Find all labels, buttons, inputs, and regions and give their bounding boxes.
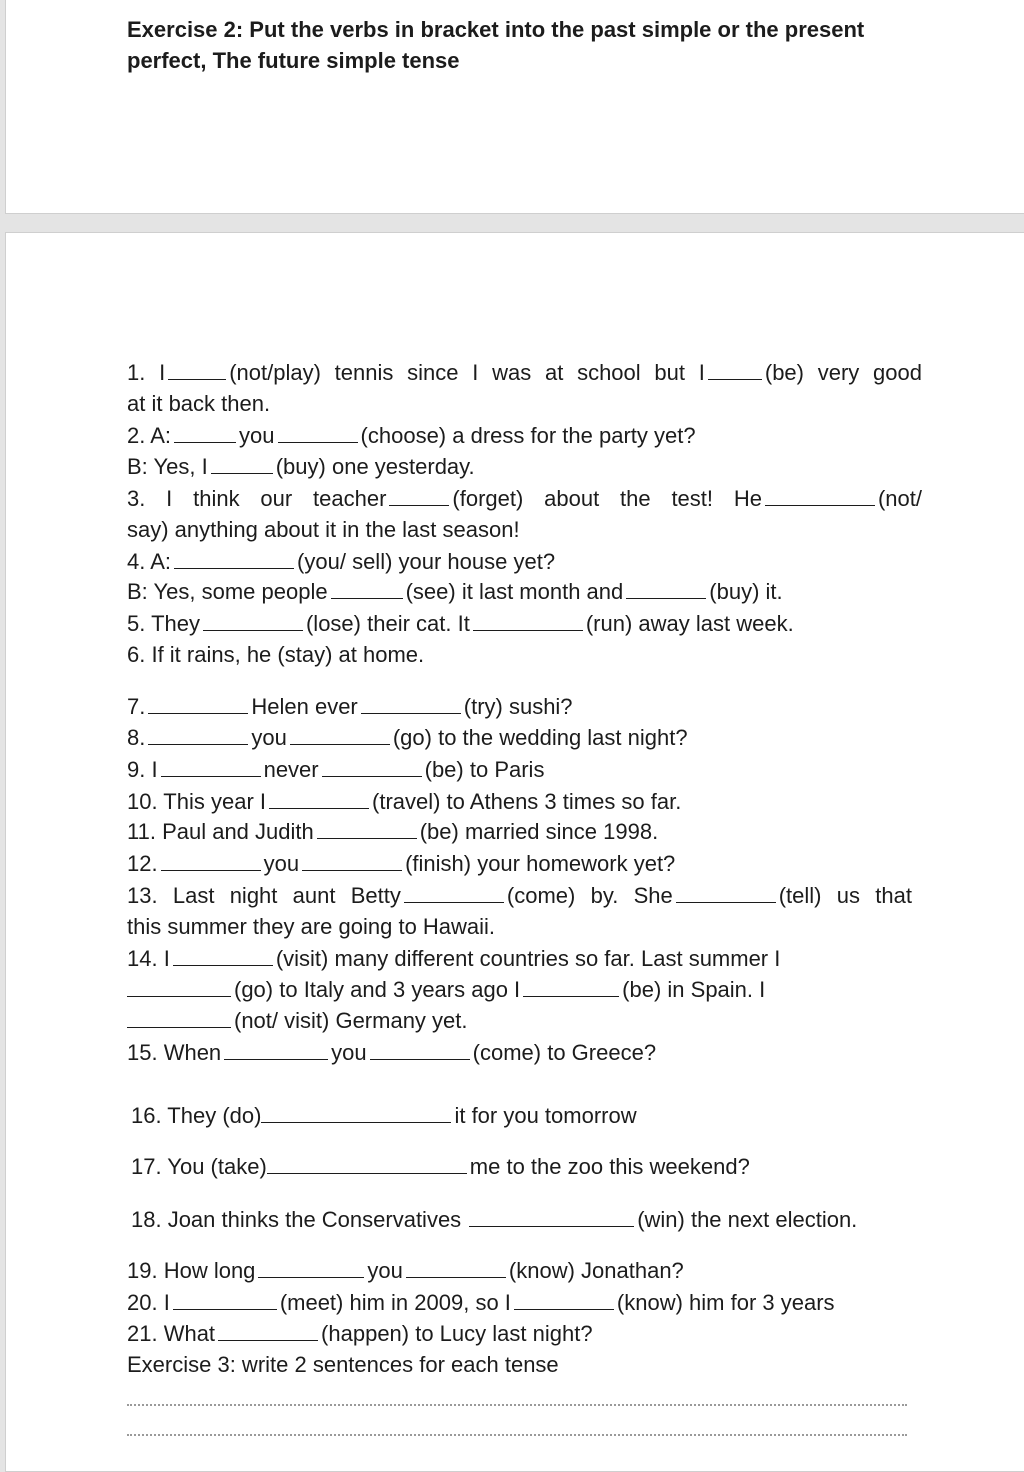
answer-blank[interactable] <box>218 1321 318 1341</box>
writing-line[interactable] <box>127 1434 907 1436</box>
answer-blank[interactable] <box>469 1207 634 1227</box>
answer-blank[interactable] <box>322 757 422 777</box>
item-4-response: B: Yes, some people (see) it last month and (buy) it. <box>127 579 783 604</box>
answer-blank[interactable] <box>278 423 358 443</box>
item-14: 14. I (visit) many different countries so far. Last summer I <box>127 946 781 971</box>
answer-blank[interactable] <box>224 1040 328 1060</box>
answer-blank[interactable] <box>203 611 303 631</box>
item-4: 4. A: (you/ sell) your house yet? <box>127 549 556 574</box>
answer-blank[interactable] <box>361 694 461 714</box>
answer-blank[interactable] <box>290 725 390 745</box>
item-10: 10. This year I (travel) to Athens 3 times so far. <box>127 789 682 814</box>
item-19: 19. How long you (know) Jonathan? <box>127 1258 684 1283</box>
item-5: 5. They (lose) their cat. It (run) away last week. <box>127 611 794 636</box>
answer-blank[interactable] <box>302 851 402 871</box>
answer-blank[interactable] <box>317 819 417 839</box>
answer-blank[interactable] <box>676 883 776 903</box>
item-11: 11. Paul and Judith (be) married since 1998. <box>127 819 659 844</box>
answer-blank[interactable] <box>267 1154 467 1174</box>
item-9: 9. I never (be) to Paris <box>127 757 545 782</box>
answer-blank[interactable] <box>258 1258 364 1278</box>
item-2-response: B: Yes, I (buy) one yesterday. <box>127 454 475 479</box>
answer-blank[interactable] <box>261 1103 451 1123</box>
answer-blank[interactable] <box>127 1008 231 1028</box>
answer-blank[interactable] <box>473 611 583 631</box>
answer-blank[interactable] <box>765 486 875 506</box>
answer-blank[interactable] <box>174 423 236 443</box>
exercise-3-title: Exercise 3: write 2 sentences for each tense <box>127 1352 559 1377</box>
item-3-continuation: say) anything about it in the last season! <box>127 517 520 542</box>
answer-blank[interactable] <box>173 946 273 966</box>
answer-blank[interactable] <box>404 883 504 903</box>
exercise-2-title: Exercise 2: Put the verbs in bracket into the past simple or the present perfect, The future simple tense <box>127 17 865 73</box>
answer-blank[interactable] <box>406 1258 506 1278</box>
answer-blank[interactable] <box>127 977 231 997</box>
answer-blank[interactable] <box>161 851 261 871</box>
answer-blank[interactable] <box>168 360 226 380</box>
answer-blank[interactable] <box>514 1290 614 1310</box>
answer-blank[interactable] <box>626 579 706 599</box>
answer-blank[interactable] <box>370 1040 470 1060</box>
answer-blank[interactable] <box>523 977 619 997</box>
answer-blank[interactable] <box>331 579 403 599</box>
item-2: 2. A: you (choose) a dress for the party yet? <box>127 423 696 448</box>
writing-line[interactable] <box>127 1404 907 1406</box>
item-6: 6. If it rains, he (stay) at home. <box>127 642 425 667</box>
item-13: 13. Last night aunt Betty (come) by. She (tell) us that <box>127 883 912 908</box>
item-14-line-2: (go) to Italy and 3 years ago I (be) in Spain. I <box>127 975 765 1005</box>
item-1: 1. I (not/play) tennis since I was at school but I (be) very good <box>127 360 923 385</box>
item-15: 15. When you (come) to Greece? <box>127 1040 657 1065</box>
answer-blank[interactable] <box>173 1290 277 1310</box>
item-8: 8. you (go) to the wedding last night? <box>127 725 688 750</box>
item-16: 16. They (do) it for you tomorrow <box>131 1103 637 1128</box>
item-7: 7. Helen ever (try) sushi? <box>127 694 573 719</box>
answer-blank[interactable] <box>174 549 294 569</box>
item-20: 20. I (meet) him in 2009, so I (know) him for 3 years <box>127 1290 835 1315</box>
item-21: 21. What (happen) to Lucy last night? <box>127 1321 593 1346</box>
answer-blank[interactable] <box>269 789 369 809</box>
item-3: 3. I think our teacher (forget) about the test! He (not/ <box>127 486 922 511</box>
answer-blank[interactable] <box>161 757 261 777</box>
item-13-continuation: this summer they are going to Hawaii. <box>127 914 496 939</box>
item-18: 18. Joan thinks the Conservatives (win) the next election. <box>131 1207 858 1232</box>
answer-blank[interactable] <box>708 360 762 380</box>
item-1-continuation: at it back then. <box>127 391 271 416</box>
answer-blank[interactable] <box>389 486 449 506</box>
answer-blank[interactable] <box>148 694 248 714</box>
answer-blank[interactable] <box>211 454 273 474</box>
item-14-line-3: (not/ visit) Germany yet. <box>127 1006 468 1036</box>
answer-blank[interactable] <box>148 725 248 745</box>
item-17: 17. You (take) me to the zoo this weekend? <box>131 1154 750 1179</box>
item-12: 12. you (finish) your homework yet? <box>127 851 676 876</box>
